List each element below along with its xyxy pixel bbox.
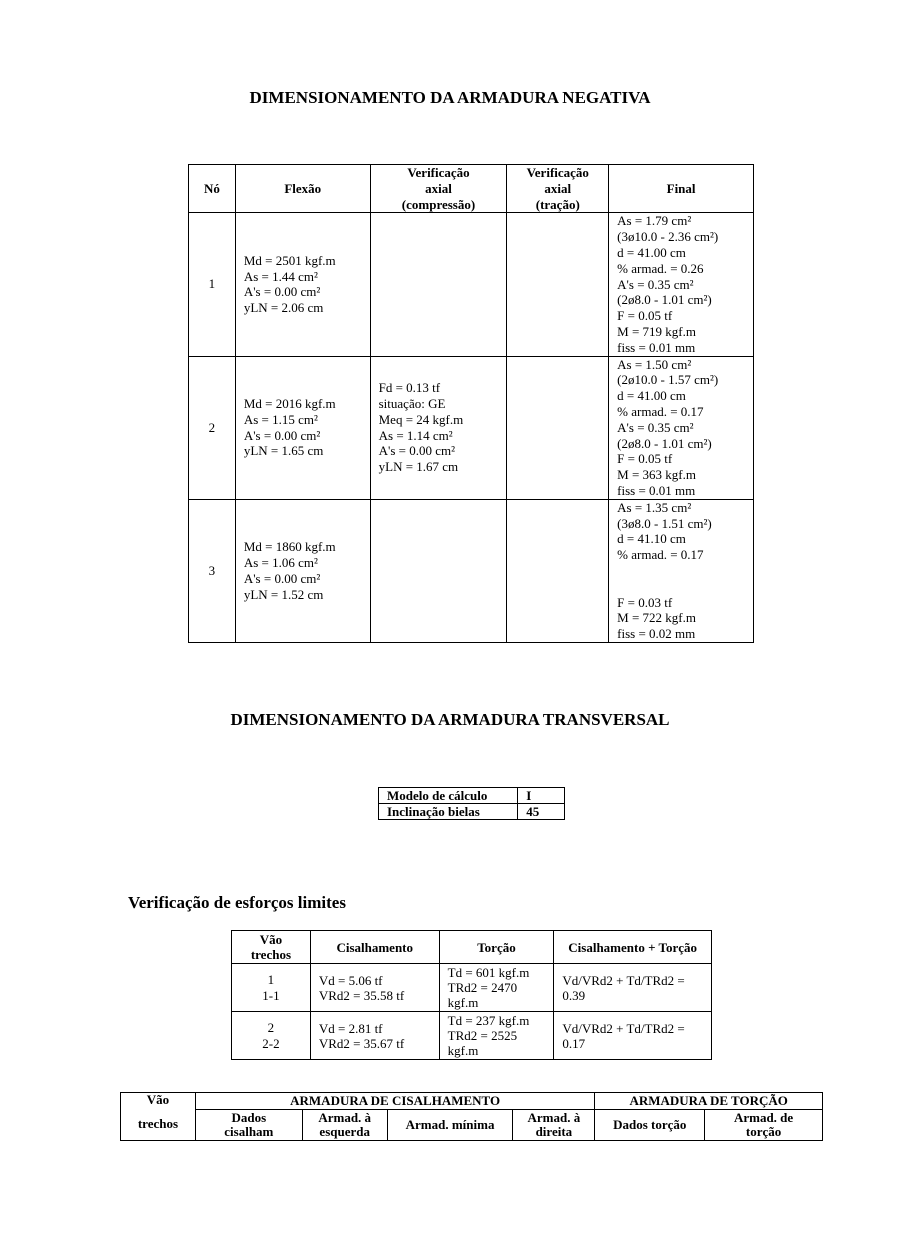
- table-row: [379, 788, 565, 804]
- header-armad-minima: Armad. mínima: [387, 1110, 513, 1141]
- header-text-line: Dados: [231, 1110, 267, 1125]
- flexao-lines: [236, 396, 370, 459]
- flexao-line: yLN = 1.52 cm: [243, 586, 324, 602]
- header-text-line: Vão: [259, 932, 283, 947]
- header-dados-torcao: Dados torção: [595, 1110, 705, 1141]
- final-lines: [609, 357, 753, 499]
- model-value: I: [518, 788, 565, 804]
- tor-line: kgf.m: [447, 1043, 479, 1058]
- model-label: Modelo de cálculo: [379, 788, 518, 804]
- tracao-cell: [507, 499, 609, 642]
- final-line: fiss = 0.02 mm: [617, 626, 696, 642]
- final-line: fiss = 0.01 mm: [617, 339, 696, 355]
- final-line: M = 719 kgf.m: [617, 323, 696, 339]
- header-no: Nó: [189, 165, 236, 213]
- cistor-line: 0.39: [562, 987, 586, 1003]
- cistor-line: Vd/VRd2 + Td/TRd2 =: [562, 972, 685, 988]
- header-row: [189, 165, 754, 213]
- header-text-line: Armad. de: [733, 1110, 794, 1125]
- cis-cell: [310, 1012, 439, 1060]
- table-row: [189, 499, 754, 642]
- final-line: (2ø10.0 - 1.57 cm²): [617, 372, 719, 388]
- flexao-lines: [236, 253, 370, 316]
- header-text-line: axial: [425, 180, 452, 196]
- compressao-line: situação: GE: [378, 396, 446, 412]
- final-line: F = 0.05 tf: [617, 451, 673, 467]
- armaduras-table: [120, 1092, 823, 1141]
- final-line: (3ø8.0 - 1.51 cm²): [617, 515, 712, 531]
- node-number: 1: [189, 213, 236, 356]
- final-lines: [609, 500, 753, 642]
- header-armadura-cisalhamento: ARMADURA DE CISALHAMENTO: [195, 1093, 594, 1110]
- compressao-line: Fd = 0.13 tf: [378, 380, 441, 396]
- header-armad-direita: [513, 1110, 595, 1141]
- header-torcao: Torção: [439, 931, 554, 964]
- header-vao-trechos: [232, 931, 311, 964]
- esforcos-limites-table: [231, 930, 712, 1060]
- header-trechos: trechos: [137, 1116, 179, 1131]
- table-row: [189, 356, 754, 499]
- vao-number: 2: [267, 1019, 275, 1035]
- header-text-line: trechos: [250, 947, 292, 962]
- header-text-line: (compressão): [401, 196, 476, 212]
- final-line: As = 1.50 cm²: [617, 356, 692, 372]
- header-row: [121, 1093, 823, 1110]
- tracao-cell: [507, 213, 609, 356]
- header-text-line: (tração): [535, 196, 580, 212]
- final-cell: [609, 213, 754, 356]
- final-line: As = 1.79 cm²: [617, 213, 692, 229]
- final-line: % armad. = 0.17: [617, 403, 704, 419]
- table-row: [189, 213, 754, 356]
- tor-cell: [439, 1012, 554, 1060]
- cistor-cell: [554, 964, 712, 1012]
- final-line: [617, 579, 753, 595]
- vao-cell: [232, 1012, 311, 1060]
- final-lines: [609, 213, 753, 355]
- flexao-lines: [236, 539, 370, 602]
- header-text-line: Armad. à: [318, 1110, 372, 1125]
- cis-line: Vd = 5.06 tf: [318, 972, 383, 988]
- title-armadura-negativa: DIMENSIONAMENTO DA ARMADURA NEGATIVA: [249, 88, 651, 107]
- tor-line: TRd2 = 2525: [447, 1028, 518, 1043]
- final-line: M = 722 kgf.m: [617, 610, 696, 626]
- flexao-line: Md = 2016 kgf.m: [243, 396, 336, 412]
- trecho-label: 1-1: [262, 987, 280, 1003]
- tor-cell: [439, 964, 554, 1012]
- flexao-line: As = 1.06 cm²: [243, 555, 318, 571]
- final-line: [617, 563, 753, 579]
- flexao-cell: [235, 213, 370, 356]
- compressao-lines: [371, 380, 507, 475]
- final-line: (3ø10.0 - 2.36 cm²): [617, 229, 719, 245]
- final-line: M = 363 kgf.m: [617, 467, 696, 483]
- node-number: 3: [189, 499, 236, 642]
- flexao-line: Md = 2501 kgf.m: [243, 252, 336, 268]
- flexao-line: yLN = 2.06 cm: [243, 300, 324, 316]
- flexao-line: As = 1.44 cm²: [243, 268, 318, 284]
- header-verificacao-tracao: [507, 165, 609, 213]
- header-dados-cisalham: [195, 1110, 302, 1141]
- flexao-line: yLN = 1.65 cm: [243, 443, 324, 459]
- compressao-cell: [370, 499, 507, 642]
- final-line: (2ø8.0 - 1.01 cm²): [617, 435, 712, 451]
- final-cell: [609, 356, 754, 499]
- tor-line: Td = 237 kgf.m: [447, 1013, 530, 1028]
- model-value: 45: [518, 804, 565, 820]
- cis-line: VRd2 = 35.67 tf: [318, 1035, 405, 1051]
- tor-line: Td = 601 kgf.m: [447, 965, 530, 980]
- model-label: Inclinação bielas: [379, 804, 518, 820]
- flexao-line: As = 1.15 cm²: [243, 411, 318, 427]
- header-text-line: cisalham: [224, 1124, 274, 1139]
- final-cell: [609, 499, 754, 642]
- final-line: A's = 0.35 cm²: [617, 276, 694, 292]
- flexao-line: A's = 0.00 cm²: [243, 284, 321, 300]
- header-armad-torcao: [705, 1110, 823, 1141]
- tracao-cell: [507, 356, 609, 499]
- header-text-line: axial: [544, 180, 572, 196]
- compressao-cell: [370, 356, 507, 499]
- flexao-cell: [235, 499, 370, 642]
- header-row: [232, 931, 712, 964]
- compressao-line: As = 1.14 cm²: [378, 427, 453, 443]
- header-verificacao-compressao: [370, 165, 507, 213]
- flexao-cell: [235, 356, 370, 499]
- table-row: [232, 964, 712, 1012]
- header-text-line: Verificação: [407, 165, 470, 180]
- final-line: d = 41.10 cm: [617, 531, 686, 547]
- header-text-line: Verificação: [526, 165, 589, 180]
- table-row: [379, 804, 565, 820]
- header-flexao: Flexão: [235, 165, 370, 213]
- armadura-negativa-table: [188, 164, 754, 643]
- flexao-line: A's = 0.00 cm²: [243, 427, 321, 443]
- header-vao-trechos: [121, 1093, 196, 1141]
- final-line: d = 41.00 cm: [617, 388, 686, 404]
- compressao-line: A's = 0.00 cm²: [378, 443, 456, 459]
- flexao-line: Md = 1860 kgf.m: [243, 539, 336, 555]
- node-number: 2: [189, 356, 236, 499]
- header-row: [121, 1110, 823, 1141]
- final-line: (2ø8.0 - 1.01 cm²): [617, 292, 712, 308]
- compressao-line: Meq = 24 kgf.m: [378, 411, 464, 427]
- tor-line: TRd2 = 2470: [447, 980, 518, 995]
- cis-cell: [310, 964, 439, 1012]
- header-armadura-torcao: ARMADURA DE TORÇÃO: [595, 1093, 823, 1110]
- title-verificacao-esforcos: Verificação de esforços limites: [128, 893, 346, 912]
- header-armad-esquerda: [302, 1110, 387, 1141]
- header-final: Final: [609, 165, 754, 213]
- cis-line: Vd = 2.81 tf: [318, 1020, 383, 1036]
- final-line: F = 0.03 tf: [617, 594, 673, 610]
- modelo-calculo-table: [378, 787, 565, 820]
- cistor-line: 0.17: [562, 1035, 586, 1051]
- header-text-line: torção: [745, 1124, 782, 1139]
- vao-number: 1: [267, 971, 275, 987]
- final-line: F = 0.05 tf: [617, 308, 673, 324]
- header-text-line: Armad. à: [527, 1110, 581, 1125]
- tor-line: kgf.m: [447, 995, 479, 1010]
- final-line: d = 41.00 cm: [617, 244, 686, 260]
- vao-cell: [232, 964, 311, 1012]
- final-line: As = 1.35 cm²: [617, 499, 692, 515]
- header-vao: Vão: [146, 1092, 170, 1107]
- title-armadura-transversal: DIMENSIONAMENTO DA ARMADURA TRANSVERSAL: [230, 710, 670, 729]
- final-line: fiss = 0.01 mm: [617, 482, 696, 498]
- cis-line: VRd2 = 35.58 tf: [318, 987, 405, 1003]
- cistor-line: Vd/VRd2 + Td/TRd2 =: [562, 1020, 685, 1036]
- compressao-line: yLN = 1.67 cm: [378, 459, 459, 475]
- table-row: [232, 1012, 712, 1060]
- header-text-line: esquerda: [319, 1124, 370, 1139]
- final-line: % armad. = 0.26: [617, 260, 704, 276]
- trecho-label: 2-2: [262, 1035, 280, 1051]
- compressao-cell: [370, 213, 507, 356]
- header-cisalhamento-torcao: Cisalhamento + Torção: [554, 931, 712, 964]
- header-text-line: direita: [535, 1124, 573, 1139]
- final-line: % armad. = 0.17: [617, 547, 704, 563]
- header-cisalhamento: Cisalhamento: [310, 931, 439, 964]
- final-line: A's = 0.35 cm²: [617, 419, 694, 435]
- flexao-line: A's = 0.00 cm²: [243, 570, 321, 586]
- cistor-cell: [554, 1012, 712, 1060]
